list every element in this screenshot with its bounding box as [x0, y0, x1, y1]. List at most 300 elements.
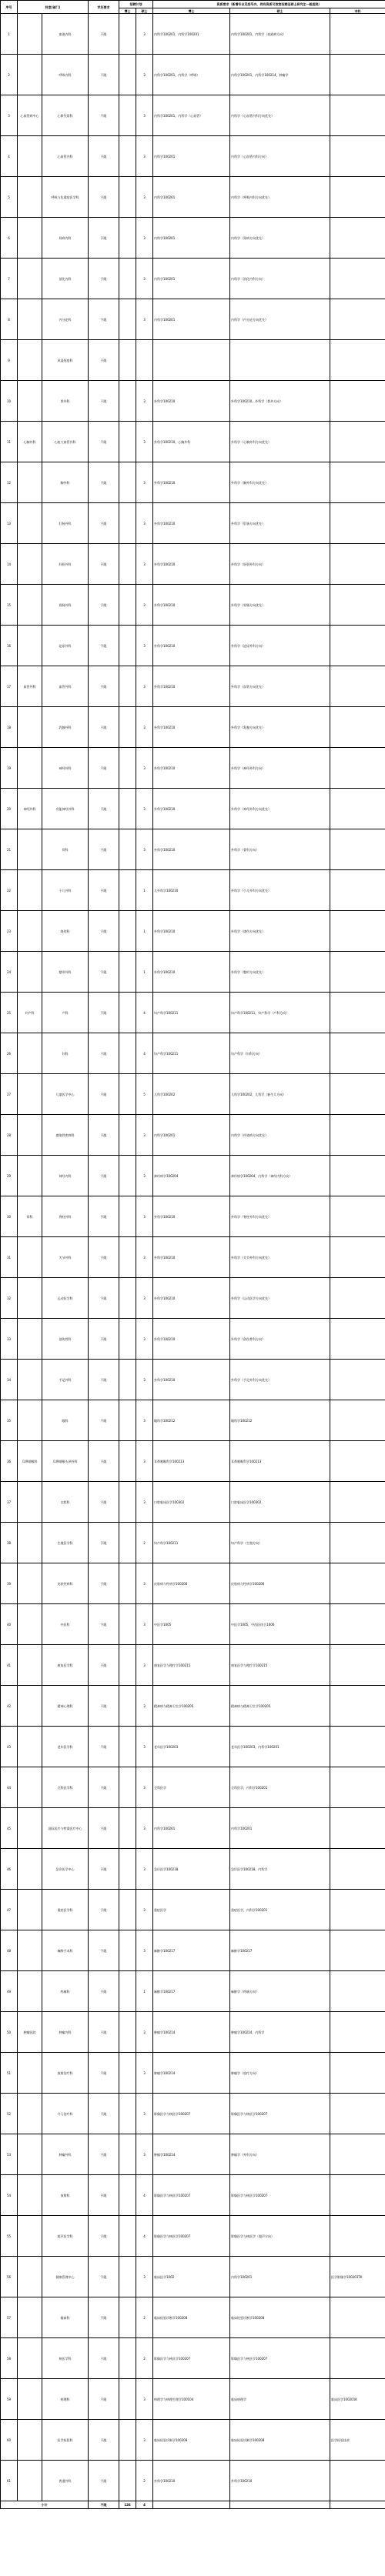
row-phd-count: [119, 2420, 136, 2461]
row-dept: 呼吸与危重症医学科: [42, 177, 89, 218]
row-master-count: 3: [136, 95, 153, 136]
row-req: 不限: [89, 2297, 119, 2338]
row-seq: 56: [1, 2257, 18, 2297]
row-major-master: 眼科学100212: [230, 1400, 330, 1441]
row-major-master: 临床检验诊断学100208: [230, 2297, 330, 2338]
footer-label: 小计: [1, 2501, 89, 2509]
row-major-master: 外科学100210: [230, 2461, 330, 2501]
row-phd-count: [119, 1930, 136, 1971]
header-seq: 序号: [1, 1, 18, 14]
header-major-bachelor: 本科: [330, 8, 385, 14]
row-major-master: 影像医学与核医学100207: [230, 2175, 330, 2216]
row-seq: 1: [1, 14, 18, 55]
row-dept-group: [18, 2094, 42, 2134]
row-major-phd: 麻醉学100217: [153, 1930, 230, 1971]
row-major-bachelor: [330, 2094, 385, 2134]
row-dept-group: 肿瘤医院: [18, 2012, 42, 2053]
row-dept-group: [18, 1767, 42, 1808]
row-master-count: [136, 340, 153, 381]
row-phd-count: [119, 2094, 136, 2134]
table-row: [1, 1482, 385, 1523]
table-footer-row: [1, 2501, 385, 2509]
row-dept-group: [18, 1563, 42, 1604]
row-major-phd: 外科学100210: [153, 544, 230, 585]
row-major-phd: 外科学100210: [153, 789, 230, 829]
table-row: [1, 1767, 385, 1808]
row-major-master: 肿瘤学（外科方向）: [230, 2134, 330, 2175]
row-master-count: 1: [136, 870, 153, 911]
row-master-count: 1: [136, 1971, 153, 2012]
row-dept-group: [18, 1971, 42, 2012]
row-phd-count: [119, 626, 136, 666]
row-major-phd: 内科学100201: [153, 299, 230, 340]
table-row: [1, 748, 385, 789]
row-major-bachelor: [330, 748, 385, 789]
table-row: [1, 2134, 385, 2175]
row-major-master: 外科学（血管方向优先）: [230, 666, 330, 707]
row-phd-count: [119, 789, 136, 829]
row-dept: 烧伤科: [42, 911, 89, 952]
row-dept-group: 耳鼻咽喉科: [18, 1441, 42, 1482]
row-major-master: 肿瘤学（放疗方向）: [230, 2053, 330, 2094]
row-dept-group: [18, 544, 42, 585]
row-major-phd: 外科学100210: [153, 381, 230, 422]
row-req: 不限: [89, 1033, 119, 1074]
row-dept: 肿瘤外科: [42, 2134, 89, 2175]
row-major-bachelor: [330, 952, 385, 993]
table-row: [1, 2053, 385, 2094]
row-major-bachelor: [330, 2297, 385, 2338]
row-req: 不限: [89, 1727, 119, 1767]
row-dept-group: [18, 1033, 42, 1074]
table-row: [1, 707, 385, 748]
row-seq: 40: [1, 1604, 18, 1645]
row-major-phd: 急诊医学100218: [153, 1849, 230, 1890]
row-dept-group: [18, 2338, 42, 2379]
row-major-phd: 神经病学100204: [153, 1156, 230, 1196]
table-row: [1, 1115, 385, 1156]
row-seq: 61: [1, 2461, 18, 2501]
row-master-count: 3: [136, 1400, 153, 1441]
row-major-master: 影像医学与核医学（超声方向）: [230, 2216, 330, 2257]
row-seq: 19: [1, 748, 18, 789]
row-major-bachelor: [330, 829, 385, 870]
row-dept: 重症医学科: [42, 1890, 89, 1930]
row-phd-count: [119, 2461, 136, 2501]
row-dept-group: [18, 136, 42, 177]
row-dept-group: [18, 1604, 42, 1645]
row-seq: 12: [1, 462, 18, 503]
row-major-bachelor: [330, 1563, 385, 1604]
row-master-count: 1: [136, 911, 153, 952]
row-req: 不限: [89, 1482, 119, 1523]
table-row: [1, 2338, 385, 2379]
row-phd-count: [119, 1563, 136, 1604]
row-dept: 血液内科: [42, 14, 89, 55]
row-phd-count: [119, 1400, 136, 1441]
row-phd-count: [119, 1645, 136, 1686]
footer-major-master: [230, 2501, 330, 2509]
table-row: [1, 1645, 385, 1686]
row-phd-count: [119, 666, 136, 707]
row-req: 不限: [89, 1319, 119, 1360]
row-major-bachelor: [330, 55, 385, 95]
row-major-phd: 外科学100210: [153, 1196, 230, 1237]
row-seq: 58: [1, 2338, 18, 2379]
row-phd-count: [119, 2134, 136, 2175]
row-major-master: 外科学（骨科方向）: [230, 829, 330, 870]
row-major-phd: 儿科学100202: [153, 1074, 230, 1115]
row-phd-count: [119, 1808, 136, 1849]
header-dept: 科室(部门): [18, 1, 89, 14]
table-row: [1, 340, 385, 381]
table-row: [1, 2297, 385, 2338]
row-major-master: 麻醉学100217: [230, 1930, 330, 1971]
row-major-master: 急诊医学100218，内科学: [230, 1849, 330, 1890]
row-req: 不限: [89, 911, 119, 952]
row-dept-group: [18, 503, 42, 544]
row-master-count: 3: [136, 1482, 153, 1523]
row-phd-count: [119, 1767, 136, 1808]
row-major-bachelor: [330, 707, 385, 748]
row-major-phd: 内科学100201: [153, 259, 230, 299]
row-major-phd: 外科学100210: [153, 626, 230, 666]
table-row: [1, 1849, 385, 1890]
row-major-bachelor: [330, 2216, 385, 2257]
row-major-bachelor: [330, 1278, 385, 1319]
row-major-master: 神经病学100204，内科学（神经内科方向）: [230, 1156, 330, 1196]
row-dept-group: [18, 1645, 42, 1686]
table-row: [1, 585, 385, 626]
row-phd-count: [119, 1033, 136, 1074]
row-seq: 22: [1, 870, 18, 911]
row-major-phd: 外科学100210: [153, 666, 230, 707]
table-body: [1, 14, 385, 2501]
row-major-bachelor: [330, 136, 385, 177]
row-seq: 53: [1, 2134, 18, 2175]
row-major-phd: 口腔临床医学100302: [153, 1482, 230, 1523]
row-seq: 4: [1, 136, 18, 177]
row-dept: 眼科: [42, 1400, 89, 1441]
row-dept: 病理科: [42, 2379, 89, 2420]
row-seq: 24: [1, 952, 18, 993]
table-row: [1, 55, 385, 95]
table-row: [1, 299, 385, 340]
row-phd-count: [119, 1196, 136, 1237]
row-dept-group: [18, 1237, 42, 1278]
table-row: [1, 1890, 385, 1930]
row-major-phd: 内科学100201: [153, 1808, 230, 1849]
row-seq: 60: [1, 2420, 18, 2461]
row-major-bachelor: 医学影像学100203TK: [330, 2257, 385, 2297]
row-master-count: 3: [136, 422, 153, 462]
row-seq: 32: [1, 1278, 18, 1319]
row-major-bachelor: [330, 1971, 385, 2012]
row-dept-group: [18, 1278, 42, 1319]
row-major-master: 内科学（心血管内科方向）: [230, 136, 330, 177]
row-master-count: 2: [136, 2297, 153, 2338]
row-seq: 44: [1, 1767, 18, 1808]
row-dept-group: [18, 2257, 42, 2297]
row-req: 不限: [89, 381, 119, 422]
row-req: 不限: [89, 14, 119, 55]
row-major-bachelor: [330, 2134, 385, 2175]
row-dept: 心脏大血管外科: [42, 422, 89, 462]
row-major-master: 影像医学与核医学100207: [230, 2338, 330, 2379]
row-dept-group: [18, 1156, 42, 1196]
row-master-count: 3: [136, 585, 153, 626]
row-major-bachelor: [330, 544, 385, 585]
row-phd-count: [119, 422, 136, 462]
row-seq: 14: [1, 544, 18, 585]
row-req: 不限: [89, 2134, 119, 2175]
row-phd-count: [119, 55, 136, 95]
row-req: 不限: [89, 1156, 119, 1196]
footer-req: 不限: [89, 2501, 119, 2509]
row-seq: 38: [1, 1523, 18, 1563]
row-phd-count: [119, 177, 136, 218]
row-major-bachelor: 医学检验技术: [330, 2420, 385, 2461]
row-seq: 7: [1, 259, 18, 299]
row-major-master: 内科学100201: [230, 2257, 330, 2297]
row-dept: 创伤骨科: [42, 1319, 89, 1360]
row-req: 不限: [89, 1930, 119, 1971]
row-phd-count: [119, 299, 136, 340]
table-row: [1, 2175, 385, 2216]
row-req: 不限: [89, 1808, 119, 1849]
row-major-bachelor: [330, 993, 385, 1033]
row-major-phd: 外科学100210: [153, 1319, 230, 1360]
row-major-bachelor: [330, 1196, 385, 1237]
row-major-master: 精神病与精神卫生学100205: [230, 1686, 330, 1727]
row-major-master: 口腔临床医学100302: [230, 1482, 330, 1523]
row-major-bachelor: [330, 218, 385, 259]
row-major-bachelor: [330, 503, 385, 544]
row-master-count: 3: [136, 14, 153, 55]
row-major-bachelor: [330, 462, 385, 503]
row-phd-count: [119, 2175, 136, 2216]
row-seq: 34: [1, 1360, 18, 1400]
row-major-phd: 儿外科学100210: [153, 870, 230, 911]
row-req: 不限: [89, 2053, 119, 2094]
row-phd-count: [119, 1360, 136, 1400]
row-major-phd: 病理学与病理生理学100104: [153, 2379, 230, 2420]
row-phd-count: [119, 1156, 136, 1196]
table-row: [1, 952, 385, 993]
row-master-count: 3: [136, 1604, 153, 1645]
row-dept-group: [18, 1686, 42, 1727]
row-req: 不限: [89, 422, 119, 462]
row-dept: 心血管内科: [42, 136, 89, 177]
row-seq: 49: [1, 1971, 18, 2012]
row-phd-count: [119, 707, 136, 748]
row-major-master: 内科学100201: [230, 1808, 330, 1849]
row-major-master: 内科学100201，内科学100214，肿瘤学: [230, 55, 330, 95]
row-req: 不限: [89, 259, 119, 299]
row-major-master: 外科学（神经外科方向优先）: [230, 789, 330, 829]
table-row: [1, 503, 385, 544]
row-major-phd: 外科学100210: [153, 2461, 230, 2501]
row-req: 不限: [89, 2012, 119, 2053]
row-master-count: 2: [136, 2338, 153, 2379]
row-dept: 肛肠外科: [42, 503, 89, 544]
row-major-phd: 重症医学: [153, 1890, 230, 1930]
row-req: 不限: [89, 748, 119, 789]
row-master-count: 4: [136, 2216, 153, 2257]
row-major-bachelor: [330, 1686, 385, 1727]
table-row: [1, 1563, 385, 1604]
row-master-count: 3: [136, 177, 153, 218]
row-major-master: 外科学（乳腺方向优先）: [230, 707, 330, 748]
row-dept-group: [18, 2134, 42, 2175]
row-major-phd: 临床检验诊断学100208: [153, 2297, 230, 2338]
row-dept-group: [18, 1319, 42, 1360]
row-master-count: 3: [136, 829, 153, 870]
row-major-master: 妇产科学100211，妇产科学（产科方向）: [230, 993, 330, 1033]
row-req: 不限: [89, 1686, 119, 1727]
row-dept: 消化内科: [42, 259, 89, 299]
row-master-count: 3: [136, 748, 153, 789]
table-row: [1, 789, 385, 829]
row-dept-group: [18, 340, 42, 381]
row-major-phd: 妇产科学100211: [153, 1033, 230, 1074]
row-phd-count: [119, 2216, 136, 2257]
row-dept-group: [18, 585, 42, 626]
row-dept-group: [18, 1808, 42, 1849]
row-dept-group: [18, 381, 42, 422]
row-major-phd: 外科学100210: [153, 911, 230, 952]
row-major-phd: 临床检验诊断学100208: [153, 2420, 230, 2461]
row-major-master: 外科学（创伤骨科方向）: [230, 1319, 330, 1360]
row-dept: 感染性疾病科: [42, 1115, 89, 1156]
row-seq: 30: [1, 1196, 18, 1237]
row-seq: 29: [1, 1156, 18, 1196]
row-major-phd: 妇产科学100211: [153, 1523, 230, 1563]
row-phd-count: [119, 870, 136, 911]
row-master-count: 3: [136, 2012, 153, 2053]
row-major-master: 内科学（心血管内科方向优先）: [230, 95, 330, 136]
row-dept-group: [18, 462, 42, 503]
row-major-bachelor: [330, 1033, 385, 1074]
row-phd-count: [119, 259, 136, 299]
row-req: 不限: [89, 1971, 119, 2012]
row-master-count: 3: [136, 503, 153, 544]
table-row: [1, 1400, 385, 1441]
row-major-master: 儿科学100202，儿科学（新生儿方向）: [230, 1074, 330, 1115]
header-plan: 招聘计划: [119, 1, 153, 8]
row-major-phd: 皮肤病与性病学100206: [153, 1563, 230, 1604]
row-major-phd: 外科学100210: [153, 585, 230, 626]
row-seq: 31: [1, 1237, 18, 1278]
row-major-phd: 外科学100210: [153, 1278, 230, 1319]
row-dept-group: [18, 707, 42, 748]
row-seq: 46: [1, 1849, 18, 1890]
row-dept: 血管外科: [42, 666, 89, 707]
row-major-phd: 眼科学100212: [153, 1400, 230, 1441]
row-seq: 10: [1, 381, 18, 422]
row-dept: 输血科: [42, 2297, 89, 2338]
row-major-bachelor: [330, 626, 385, 666]
row-dept: 疼痛科: [42, 1971, 89, 2012]
row-dept-group: [18, 177, 42, 218]
table-row: [1, 1523, 385, 1563]
row-seq: 51: [1, 2053, 18, 2094]
row-major-master: [230, 340, 330, 381]
row-dept-group: [18, 1849, 42, 1890]
row-dept-group: [18, 55, 42, 95]
row-req: 不限: [89, 1645, 119, 1686]
row-major-master: 皮肤病与性病学100206: [230, 1563, 330, 1604]
table-row: [1, 1033, 385, 1074]
row-seq: 21: [1, 829, 18, 870]
row-dept: 关节外科: [42, 1237, 89, 1278]
row-req: 不限: [89, 2094, 119, 2134]
row-phd-count: [119, 585, 136, 626]
row-major-bachelor: [330, 95, 385, 136]
row-major-phd: 耳鼻咽喉科学100213: [153, 1441, 230, 1482]
row-dept-group: [18, 2175, 42, 2216]
table-row: [1, 1727, 385, 1767]
row-seq: 25: [1, 993, 18, 1033]
row-major-master: 外科学（关节外科方向优先）: [230, 1237, 330, 1278]
row-major-bachelor: [330, 2012, 385, 2053]
row-master-count: 3: [136, 462, 153, 503]
table-row: [1, 1808, 385, 1849]
row-req: 不限: [89, 2379, 119, 2420]
row-phd-count: [119, 2379, 136, 2420]
row-dept: 医学检验科: [42, 2420, 89, 2461]
row-dept-group: 血管外科: [18, 666, 42, 707]
row-phd-count: [119, 2257, 136, 2297]
row-major-master: 外科学（整形方向优先）: [230, 952, 330, 993]
row-seq: 55: [1, 2216, 18, 2257]
row-major-bachelor: [330, 1441, 385, 1482]
row-master-count: 3: [136, 1196, 153, 1237]
table-row: [1, 2094, 385, 2134]
row-master-count: 3: [136, 55, 153, 95]
row-master-count: 3: [136, 544, 153, 585]
row-dept-group: [18, 218, 42, 259]
row-req: 不限: [89, 2216, 119, 2257]
row-master-count: 3: [136, 666, 153, 707]
row-seq: 39: [1, 1563, 18, 1604]
row-major-phd: [153, 340, 230, 381]
row-major-master: 外科学（手足外科方向优先）: [230, 1360, 330, 1400]
row-major-phd: 内科学100201: [153, 136, 230, 177]
row-dept: 泌尿外科: [42, 626, 89, 666]
row-req: 不限: [89, 2175, 119, 2216]
table-row: [1, 381, 385, 422]
row-phd-count: [119, 462, 136, 503]
row-major-phd: 肿瘤学100214: [153, 2012, 230, 2053]
row-dept: 健康管理中心: [42, 2257, 89, 2297]
row-seq: 2: [1, 55, 18, 95]
row-req: 不限: [89, 789, 119, 829]
row-phd-count: [119, 952, 136, 993]
row-major-bachelor: [330, 1074, 385, 1115]
table-header-row: [1, 1, 385, 8]
row-major-bachelor: [330, 1360, 385, 1400]
footer-major-bachelor: [330, 2501, 385, 2509]
row-major-master: 外科学100210，外科学（普外方向）: [230, 381, 330, 422]
table-row: [1, 1237, 385, 1278]
row-req: 不限: [89, 2338, 119, 2379]
row-phd-count: [119, 2338, 136, 2379]
row-seq: 23: [1, 911, 18, 952]
row-dept-group: [18, 748, 42, 789]
row-major-master: 内科学（消化内科方向）: [230, 259, 330, 299]
row-req: 不限: [89, 1849, 119, 1890]
